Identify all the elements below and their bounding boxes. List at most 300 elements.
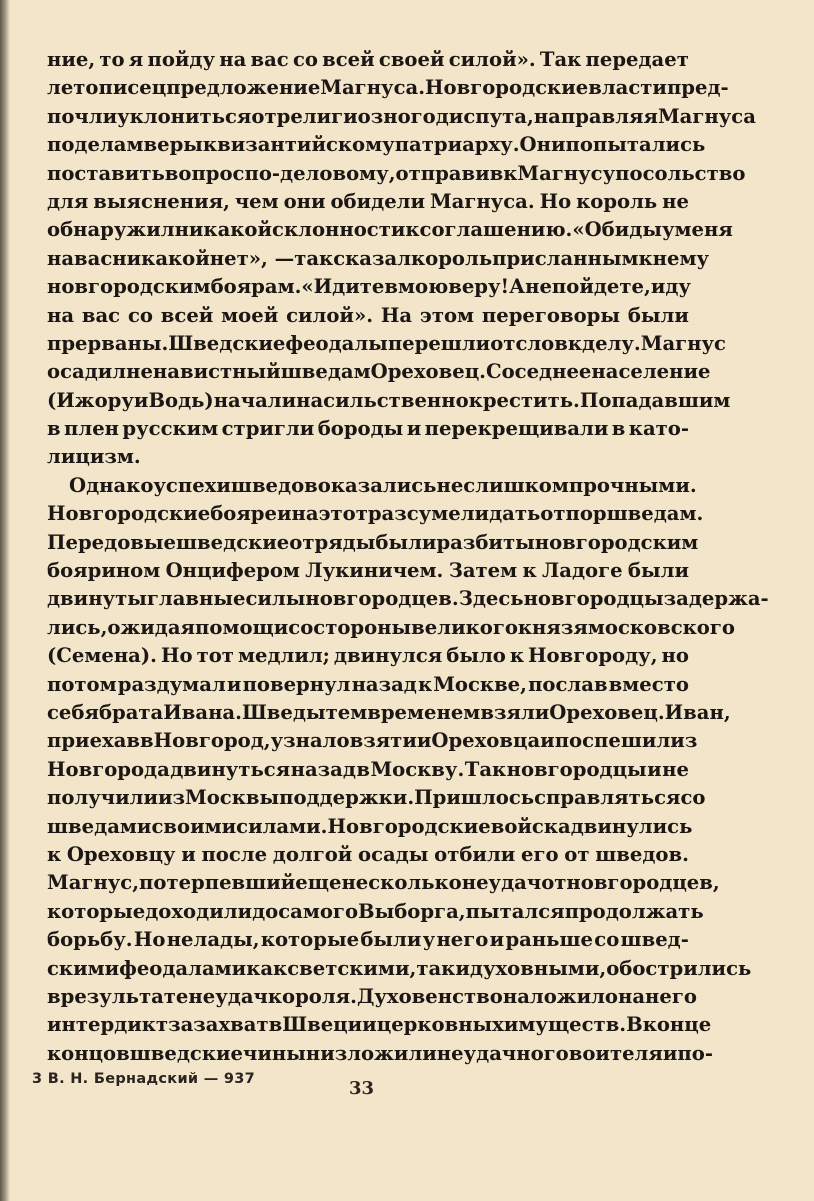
word: пойдете, (551, 275, 651, 299)
text-line (47, 245, 710, 273)
word: брата (98, 700, 164, 724)
word: боярам. (210, 275, 302, 299)
text-line (47, 955, 752, 983)
word: и (226, 672, 242, 696)
word: феодалами (119, 956, 247, 980)
word: «Идите (301, 275, 385, 299)
word: (Ижору (47, 388, 134, 412)
word: король (576, 189, 658, 213)
word: Ореховец. (370, 360, 486, 384)
word: летописец (47, 76, 167, 100)
word: интердикт (47, 1013, 169, 1037)
word: так (416, 956, 456, 980)
word: веру! (448, 275, 510, 299)
text-line (47, 160, 746, 188)
footer-signature: 3 В. Н. Бернадский — 937 (32, 1071, 256, 1087)
word: в (356, 757, 371, 781)
text-line (47, 216, 733, 244)
word: присланным (492, 246, 639, 270)
word: от (490, 331, 516, 355)
word: пред- (666, 76, 729, 100)
word: плен (64, 417, 119, 441)
word: почли (47, 104, 118, 128)
word: Лукиничем. (305, 559, 444, 583)
word: как (246, 956, 288, 980)
text-line (47, 983, 697, 1011)
word: концов (47, 1041, 130, 1065)
text-line (47, 784, 706, 812)
word: новгородцев, (566, 871, 720, 895)
word: были (627, 559, 689, 583)
word: Ореховцу (66, 842, 176, 866)
word: я (128, 48, 144, 71)
word: на (291, 502, 319, 526)
word: выяснения, (93, 189, 230, 213)
word: справляться (534, 786, 681, 810)
word: Магнуса. (320, 76, 426, 100)
word: соглашению. (419, 218, 573, 242)
word: обострились (606, 956, 752, 980)
text-line (47, 46, 689, 74)
word: к (202, 133, 218, 157)
word: церковных (376, 1013, 504, 1037)
word: шведами (47, 814, 152, 838)
word: византийскому (217, 133, 395, 157)
word: и (662, 1041, 678, 1065)
word: Так (539, 48, 582, 71)
word: предложение (166, 76, 321, 100)
word: иду (650, 275, 691, 299)
word: слов (515, 331, 568, 355)
word: меня (674, 218, 733, 242)
word: от (541, 871, 567, 895)
word: силой». (448, 48, 536, 71)
word: Духовенство (356, 984, 503, 1008)
word: веры (143, 133, 203, 157)
word: в (611, 417, 626, 441)
text-line (47, 813, 693, 841)
word: для (47, 189, 89, 213)
word: потерпевший (139, 871, 296, 895)
word: этот (318, 502, 368, 526)
word: к (417, 672, 433, 696)
word: от (564, 842, 590, 866)
text-line (47, 472, 697, 500)
text-line (47, 358, 711, 386)
word: чины (243, 1041, 306, 1065)
word: поддержки. (279, 786, 415, 810)
word: Ореховца (431, 729, 541, 753)
word: у (661, 218, 675, 242)
word: осады (358, 842, 429, 866)
word: никакой (174, 218, 273, 242)
text-line (47, 74, 729, 102)
word: В (626, 1013, 643, 1037)
word: уклониться (117, 104, 252, 128)
word: Новгородские (47, 502, 211, 526)
text-line (47, 699, 731, 727)
word: Швеции (282, 1013, 377, 1037)
text-line (47, 131, 706, 159)
word: из (670, 729, 698, 753)
word: помощи (195, 615, 289, 639)
word: слишком (463, 473, 569, 497)
word: двинуться (170, 757, 291, 781)
word: короля. (267, 984, 357, 1008)
word: Ореховец. (549, 700, 665, 724)
word: А (509, 275, 526, 299)
word: светскими, (287, 956, 417, 980)
text-line (47, 443, 689, 471)
word: новгородцы (523, 587, 664, 611)
word: не (436, 473, 464, 497)
word: которые (260, 928, 360, 952)
word: после (201, 842, 268, 866)
word: к (509, 644, 525, 668)
word: тот (196, 644, 234, 668)
word: патриарху. (394, 133, 520, 157)
word: посольство (615, 161, 746, 185)
word: так (294, 246, 334, 270)
word: по-деловому, (244, 161, 396, 185)
word: швед- (620, 928, 689, 952)
word: шведам. (606, 502, 704, 526)
word: попытались (565, 133, 706, 157)
word: со (680, 786, 706, 810)
word: силами. (236, 814, 328, 838)
page-number: 33 (349, 1078, 375, 1099)
word: Магнуса. (429, 189, 535, 213)
word: со (127, 303, 153, 327)
word: в (140, 729, 154, 753)
word: и (540, 729, 555, 753)
word: вопрос (164, 161, 245, 185)
word: феодалы (285, 331, 388, 355)
word: раз (367, 502, 407, 526)
word: захват (193, 1013, 269, 1037)
text-line (47, 1040, 713, 1068)
word: начали (213, 388, 297, 412)
word: и (276, 502, 292, 526)
text-line (47, 671, 689, 699)
word: сказал (333, 246, 412, 270)
word: прерваны. (47, 331, 169, 355)
word: к (47, 842, 62, 866)
word: не (525, 275, 552, 299)
page-binding-edge (0, 0, 10, 1201)
word: шведские (176, 530, 290, 554)
word: Передовые (47, 530, 176, 554)
word: борьбу. (47, 928, 133, 952)
word: Новгорода (47, 757, 170, 781)
word: моей (221, 303, 279, 327)
word: послав (528, 672, 608, 696)
word: Магнус, (47, 871, 140, 895)
text-line (47, 387, 731, 415)
word: перекрещивали (424, 417, 609, 441)
word: Новгородские (327, 814, 491, 838)
word: медлил; (237, 644, 330, 668)
word: доходили (145, 899, 253, 923)
word: неудач (188, 984, 268, 1008)
word: вас (250, 48, 289, 71)
word: мою (398, 275, 449, 299)
word: Шведские (168, 331, 286, 355)
word: которые (47, 899, 146, 923)
word: Они (519, 133, 566, 157)
word: повернул (242, 672, 351, 696)
word: московского (587, 615, 735, 639)
text-line (47, 869, 720, 897)
word: осадил (47, 360, 127, 384)
word: новгородским (534, 530, 699, 554)
word: Онцифером (165, 559, 300, 583)
word: имуществ. (503, 1013, 627, 1037)
word: нет», — (209, 246, 295, 270)
word: всей (160, 303, 214, 327)
word: продолжать (564, 899, 704, 923)
word: шведов. (595, 842, 689, 866)
word: были (360, 928, 422, 952)
word: бояре (210, 502, 277, 526)
text-line (47, 330, 726, 358)
word: разбиты (436, 530, 535, 554)
word: Но (160, 644, 193, 668)
word: себя (47, 700, 99, 724)
word: были (375, 530, 437, 554)
word: неудачного (436, 1041, 569, 1065)
word: было (446, 644, 506, 668)
word: духовными, (469, 956, 607, 980)
word: к (638, 246, 653, 270)
word: перешли (387, 331, 491, 355)
word: нему (652, 246, 710, 270)
word: у (422, 928, 436, 952)
word: князя (517, 615, 588, 639)
word: отпор (540, 502, 607, 526)
word: насильственно (296, 388, 469, 412)
word: на (219, 48, 247, 71)
word: отряды (289, 530, 376, 554)
word: на (47, 246, 75, 270)
word: к (522, 559, 537, 583)
word: но (661, 644, 689, 668)
word: Попадавшим (579, 388, 731, 412)
word: до (252, 899, 279, 923)
word: ние, (47, 48, 96, 71)
word: него (645, 984, 697, 1008)
word: Ладоге (541, 559, 623, 583)
word: от (251, 104, 277, 128)
word: своими (151, 814, 237, 838)
word: ненавистный (126, 360, 281, 384)
word: шведов (230, 473, 318, 497)
word: по (47, 133, 75, 157)
word: никакой (112, 246, 210, 270)
word: Шведы (241, 700, 326, 724)
word: двинулся (333, 644, 443, 668)
word: чем (234, 189, 279, 213)
word: узнал (270, 729, 337, 753)
word: по- (677, 1041, 713, 1065)
word: като- (628, 417, 689, 441)
word: о (336, 729, 350, 753)
text-line (47, 727, 698, 755)
word: русским (122, 417, 219, 441)
word: Пришлось (414, 786, 535, 810)
text-line (47, 500, 704, 528)
word: вместо (608, 672, 689, 696)
word: в (47, 984, 61, 1008)
word: несколько (341, 871, 462, 895)
word: Магнуса (657, 104, 756, 128)
word: Магнус (640, 331, 726, 355)
text-line (47, 756, 689, 784)
word: Магнусу (517, 161, 616, 185)
word: население (591, 360, 711, 384)
word: стороны (313, 615, 412, 639)
word: со (288, 615, 314, 639)
text-line (47, 926, 689, 954)
word: «Обиды (572, 218, 662, 242)
word: в (384, 275, 399, 299)
word: передает (585, 48, 689, 71)
word: боярином (47, 559, 161, 583)
word: всей (322, 48, 375, 71)
word: силой». (286, 303, 374, 327)
word: бороды (317, 417, 404, 441)
word: На (380, 303, 413, 327)
word: и (181, 842, 196, 866)
text-line (47, 415, 689, 443)
word: Но (133, 928, 166, 952)
word: потом (47, 672, 117, 696)
word: наложило (502, 984, 618, 1008)
word: скими (47, 956, 120, 980)
word: еще (295, 871, 342, 895)
word: новгородцев. (305, 587, 459, 611)
word: на (47, 303, 75, 327)
text-line (47, 188, 689, 216)
word: Новгородские (425, 76, 589, 100)
word: двинуты (47, 587, 147, 611)
word: со (292, 48, 318, 71)
word: Так (464, 757, 507, 781)
word: низложили (305, 1041, 437, 1065)
word: успехи (153, 473, 231, 497)
word: новгородским (47, 275, 211, 299)
word: своей (378, 48, 445, 71)
word: Ивана. (163, 700, 242, 724)
word: поспешил (554, 729, 671, 753)
word: взяли (480, 700, 550, 724)
word: диспута, (435, 104, 534, 128)
word: Затем (448, 559, 518, 583)
word: назад (351, 672, 417, 696)
word: власти (588, 76, 667, 100)
word: вас (74, 246, 113, 270)
text-line (47, 103, 756, 131)
word: к (503, 161, 518, 185)
text-line (47, 898, 704, 926)
word: не (662, 189, 689, 213)
word: король (411, 246, 493, 270)
word: к (405, 218, 420, 242)
word: и (489, 928, 505, 952)
word: результате (60, 984, 189, 1008)
word: назад (290, 757, 356, 781)
word: были (627, 303, 689, 327)
word: временем (367, 700, 481, 724)
word: переговоры (481, 303, 620, 327)
word: обидели (330, 189, 426, 213)
word: склонности (272, 218, 406, 242)
word: конце (642, 1013, 712, 1037)
word: задержа- (663, 587, 769, 611)
word: то (99, 48, 125, 71)
word: крестить. (468, 388, 580, 412)
word: раздумал (117, 672, 226, 696)
word: получили (47, 786, 158, 810)
word: нелады, (166, 928, 260, 952)
word: Новгороду, (528, 644, 658, 668)
word: раньше (505, 928, 593, 952)
word: шведские (129, 1041, 243, 1065)
word: вас (81, 303, 121, 327)
word: Соседнее (486, 360, 592, 384)
word: долгой (272, 842, 353, 866)
word: в (268, 1013, 283, 1037)
word: и (647, 757, 662, 781)
word: делу. (582, 331, 641, 355)
text-line (47, 614, 735, 642)
word: главные (146, 587, 246, 611)
word: (Семена). (47, 644, 157, 668)
word: они (283, 189, 326, 213)
word: войска (490, 814, 571, 838)
word: этом (419, 303, 475, 327)
word: ожидая (107, 615, 196, 639)
word: к (567, 331, 583, 355)
word: религиозного (276, 104, 436, 128)
text-line (47, 273, 689, 301)
word: на (618, 984, 646, 1008)
word: оказались (317, 473, 437, 497)
word: лицизм. (47, 445, 141, 469)
word: неудач (461, 871, 542, 895)
word: Москву. (370, 757, 465, 781)
word: силы (245, 587, 306, 611)
text-line (47, 1011, 712, 1039)
word: Но (539, 189, 572, 213)
text-line (47, 642, 689, 670)
text-line (47, 529, 699, 557)
text-line (47, 302, 689, 330)
word: самого (278, 899, 359, 923)
word: великого (411, 615, 518, 639)
word: него (436, 928, 489, 952)
word: обнаружил (47, 218, 175, 242)
word: воителя (568, 1041, 663, 1065)
word: его (521, 842, 559, 866)
word: приехав (47, 729, 141, 753)
word: Иван, (664, 700, 731, 724)
word: новгородцы (506, 757, 647, 781)
word: Новгород, (153, 729, 271, 753)
word: Здесь (458, 587, 524, 611)
word: дать (489, 502, 541, 526)
text-line (47, 557, 689, 585)
